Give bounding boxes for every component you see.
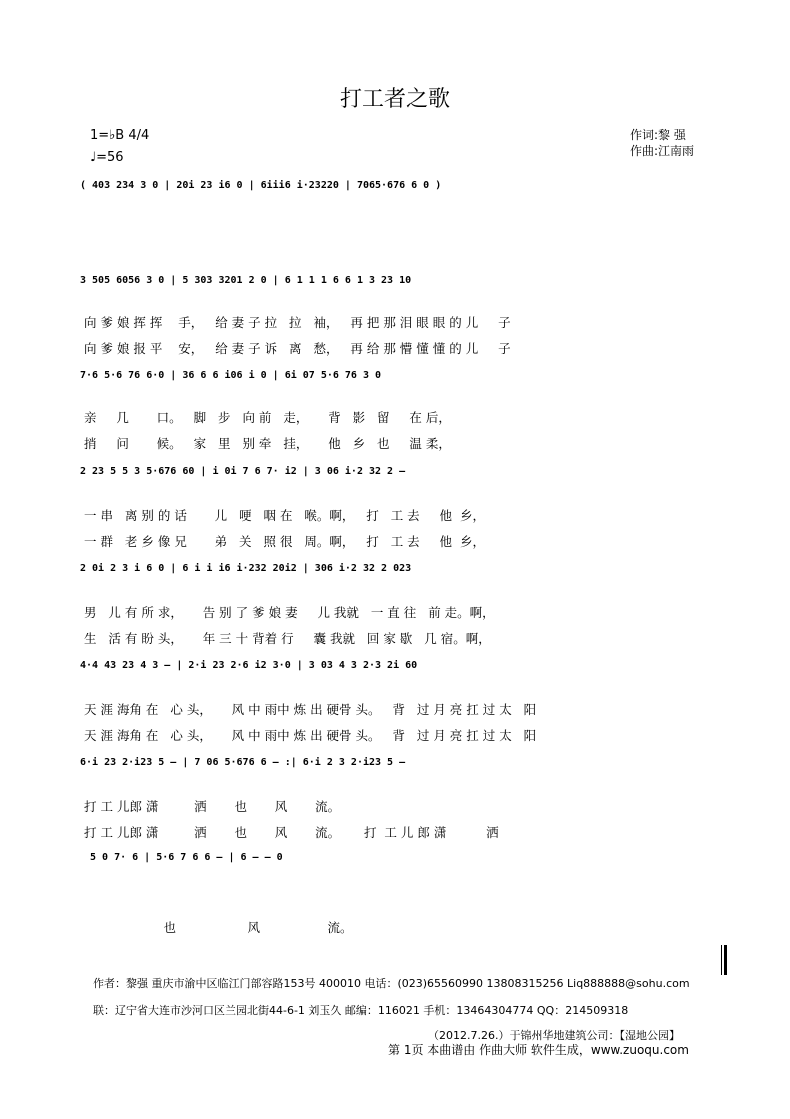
credits [630, 127, 694, 159]
notes-row: 2 0i 2 3 i 6 0 | 6 i i i6 i·232 20i2 | 306 i·2 32 2 023 [80, 563, 412, 574]
final-barline-thin [721, 945, 722, 975]
lyric-verse-1: 向 爹 娘 挥 挥 手， 给 妻 子 拉 拉 袖， 再 把 那 泪 眼 眼 的 儿 子 [84, 315, 511, 330]
lyric-verse-2: 一 群 老 乡 像 兄 弟 关 照 很 周。啊， 打 工 去 他 乡， [84, 534, 485, 549]
lyric-verse-2: 打 工 儿郎 潇 洒 也 风 流。 打 工 儿 郎 潇 洒 [84, 825, 499, 840]
lyric-verse-1: 打 工 儿郎 潇 洒 也 风 流。 [84, 799, 341, 814]
lyric-verse-2: 向 爹 娘 报 平 安， 给 妻 子 诉 离 愁， 再 给 那 懵 懂 懂 的 儿 子 [84, 341, 511, 356]
lyric-verse-2: 捎 问 候。 家 里 别 牵 挂， 他 乡 也 温 柔， [84, 436, 451, 451]
notes-row: 6·i 23 2·i23 5 – | 7 06 5·676 6 – :| 6·i 2 3 2·i23 5 – [80, 757, 406, 768]
final-barline-thick [724, 945, 727, 975]
composer: 作曲:江南雨 [630, 144, 695, 158]
lyric-verse-2: 也 风 流。 [84, 920, 353, 935]
notes-row: 5 0 7· 6 | 5·6 7 6 6 – | 6 – – 0 [90, 852, 283, 863]
footer-page-generator: 第 1页 本曲谱由 作曲大师 软件生成，www.zuoqu.com [388, 1043, 689, 1057]
lyric-verse-1: 天 涯 海角 在 心 头， 风 中 雨中 炼 出 硬骨 头。 背 过 月 亮 扛 过 太 阳 [84, 702, 537, 717]
key-signature: 1=♭B 4/4 [90, 128, 150, 143]
notes-row: 3 505 6056 3 0 | 5 303 3201 2 0 | 6 1 1 1 6 6 1 3 23 10 [80, 275, 412, 286]
notes-row: 7·6 5·6 76 6·0 | 36 6 6 i06 i 0 | 6i 07 5·6 76 3 0 [80, 370, 382, 381]
lyricist: 作词:黎 强 [630, 128, 686, 142]
lyric-verse-2: 天 涯 海角 在 心 头， 风 中 雨中 炼 出 硬骨 头。 背 过 月 亮 扛 过 太 阳 [84, 728, 537, 743]
notes-row: ( 403 234 3 0 | 20i 23 i6 0 | 6iii6 i·23220 | 7065·676 6 0 ) [80, 180, 442, 191]
lyric-verse-2: 生 活 有 盼 头， 年 三 十 背着 行 囊 我就 回 家 歇 几 宿。啊， [84, 631, 491, 646]
notes-row: 2 23 5 5 3 5·676 60 | i 0i 7 6 7· i2 | 3 06 i·2 32 2 – [80, 466, 406, 477]
footer-author-info: 作者：黎强 重庆市渝中区临江门部容路153号 400010 电话：(023)65560990 13808315256 Liq888888@sohu.com [93, 977, 690, 990]
page-title: 打工者之歌 [339, 87, 450, 112]
tempo-marking: ♩=56 [90, 150, 124, 165]
footer-contact-info: 联：辽宁省大连市沙河口区兰园北街44-6-1 刘玉久 邮编：116021 手机：13464304774 QQ：214509318 [93, 1004, 629, 1017]
lyric-verse-1: 亲 几 口。 脚 步 向 前 走， 背 影 留 在 后， [84, 410, 451, 425]
footer-date-place: （2012.7.26.）于锦州华地建筑公司：【湿地公园】 [428, 1029, 680, 1042]
notes-row: 4·4 43 23 4 3 – | 2·i 23 2·6 i2 3·0 | 3 03 4 3 2·3 2i 60 [80, 660, 418, 671]
lyric-verse-1: 男 儿 有 所 求， 告 别 了 爹 娘 妻 儿 我就 一 直 往 前 走。啊， [84, 605, 495, 620]
lyric-verse-1: 一 串 离 别 的 话 儿 哽 咽 在 喉。啊， 打 工 去 他 乡， [84, 508, 485, 523]
